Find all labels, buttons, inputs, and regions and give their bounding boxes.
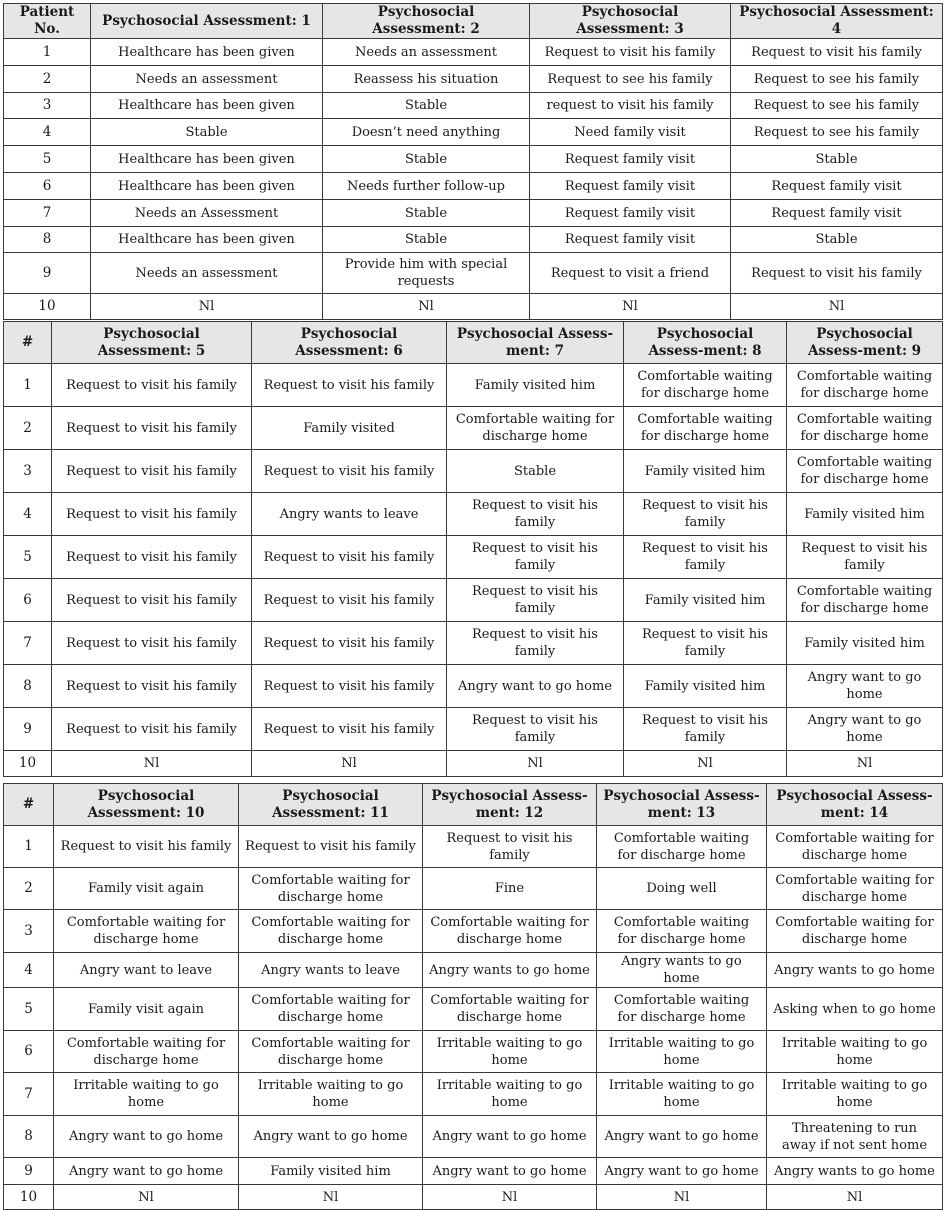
column-header: #	[4, 784, 54, 826]
assessment-cell: Stable	[323, 146, 530, 173]
table-row	[4, 146, 943, 173]
assessment-cell: Healthcare has been given	[91, 173, 323, 200]
assessment-cell: Stable	[323, 93, 530, 119]
assessment-cell: Request to visit his family	[239, 826, 423, 868]
row-number-cell: 6	[4, 173, 91, 200]
assessment-cell: Angry wants to leave	[252, 493, 447, 536]
assessment-cell: Irritable waiting to go home	[239, 1073, 423, 1116]
assessment-cell: Angry wants to go home	[597, 953, 767, 988]
assessment-cell: Comfortable waiting for discharge home	[767, 826, 943, 868]
assessment-cell: Request to visit his family	[252, 450, 447, 493]
column-header: Psychosocial Assess-ment: 8	[624, 322, 787, 364]
column-header: Psychosocial Assessment: 2	[323, 4, 530, 39]
table-row	[4, 910, 943, 953]
assessment-cell: Irritable waiting to go home	[767, 1031, 943, 1073]
table-row	[4, 868, 943, 910]
table-row	[4, 665, 943, 708]
assessment-cell: Request to visit his family	[624, 622, 787, 665]
assessment-cell: Request to visit his family	[447, 536, 624, 579]
assessment-cell: Angry want to go home	[787, 708, 943, 751]
assessment-cell: Family visit again	[54, 868, 239, 910]
assessment-cell: Family visited	[252, 407, 447, 450]
column-header: Psychosocial Assessment: 5	[52, 322, 252, 364]
assessment-cell: Request to visit a friend	[530, 253, 731, 294]
row-number-cell: 6	[4, 579, 52, 622]
table-row	[4, 200, 943, 227]
assessment-cell: Request family visit	[530, 173, 731, 200]
table-row	[4, 1073, 943, 1116]
assessment-cell: Family visit again	[54, 988, 239, 1031]
assessment-table-3	[3, 783, 943, 1210]
table-row	[4, 93, 943, 119]
assessment-cell: Angry wants to go home	[423, 953, 597, 988]
assessment-cell: Nl	[323, 294, 530, 320]
assessment-cell: Comfortable waiting for discharge home	[423, 988, 597, 1031]
assessment-cell: Irritable waiting to go home	[423, 1031, 597, 1073]
assessment-cell: Request to visit his family	[52, 665, 252, 708]
row-number-cell: 8	[4, 227, 91, 253]
assessment-cell: Nl	[423, 1185, 597, 1210]
column-header: Psychosocial Assess-ment: 9	[787, 322, 943, 364]
table-row	[4, 953, 943, 988]
assessment-cell: Request to visit his family	[52, 450, 252, 493]
row-number-cell: 7	[4, 1073, 54, 1116]
assessment-cell: Comfortable waiting for discharge home	[624, 407, 787, 450]
assessment-cell: Angry wants to leave	[239, 953, 423, 988]
assessment-cell: Provide him with special requests	[323, 253, 530, 294]
header-row	[4, 784, 943, 826]
assessment-cell: Angry want to go home	[423, 1116, 597, 1158]
row-number-cell: 5	[4, 988, 54, 1031]
assessment-cell: Nl	[787, 751, 943, 777]
table-row	[4, 1185, 943, 1210]
assessment-cell: Request to visit his family	[252, 622, 447, 665]
assessment-cell: Family visited him	[447, 364, 624, 407]
assessment-cell: Request family visit	[530, 227, 731, 253]
assessment-cell: Nl	[52, 751, 252, 777]
assessment-cell: Stable	[323, 200, 530, 227]
assessment-cell: Comfortable waiting for discharge home	[54, 1031, 239, 1073]
assessment-cell: Request to visit his family	[447, 708, 624, 751]
table-row	[4, 579, 943, 622]
row-number-cell: 1	[4, 826, 54, 868]
assessment-cell: Angry wants to go home	[767, 953, 943, 988]
assessment-cell: Nl	[731, 294, 943, 320]
table-row	[4, 751, 943, 777]
assessment-cell: Request to visit his family	[52, 364, 252, 407]
assessment-cell: Request to visit his family	[447, 622, 624, 665]
assessment-cell: Comfortable waiting for discharge home	[787, 407, 943, 450]
header-row	[4, 322, 943, 364]
row-number-cell: 3	[4, 450, 52, 493]
table-row	[4, 622, 943, 665]
row-number-cell: 7	[4, 200, 91, 227]
assessment-cell: Nl	[447, 751, 624, 777]
assessment-cell: Healthcare has been given	[91, 39, 323, 66]
assessment-cell: Nl	[767, 1185, 943, 1210]
assessment-cell: Healthcare has been given	[91, 146, 323, 173]
assessment-cell: Threatening to run away if not sent home	[767, 1116, 943, 1158]
assessment-cell: Asking when to go home	[767, 988, 943, 1031]
assessment-cell: Reassess his situation	[323, 66, 530, 93]
assessment-cell: Needs an Assessment	[91, 200, 323, 227]
assessment-cell: Nl	[597, 1185, 767, 1210]
assessment-cell: Stable	[447, 450, 624, 493]
row-number-cell: 4	[4, 953, 54, 988]
assessment-cell: Request to visit his family	[252, 364, 447, 407]
assessment-cell: Request to visit his family	[52, 579, 252, 622]
assessment-cell: Request family visit	[530, 200, 731, 227]
assessment-cell: Family visited him	[787, 622, 943, 665]
assessment-cell: Request to visit his family	[447, 493, 624, 536]
assessment-cell: Needs further follow-up	[323, 173, 530, 200]
assessment-cell: Comfortable waiting for discharge home	[447, 407, 624, 450]
assessment-cell: Irritable waiting to go home	[54, 1073, 239, 1116]
assessment-cell: Request to visit his family	[52, 407, 252, 450]
row-number-cell: 10	[4, 294, 91, 320]
assessment-cell: Needs an assessment	[91, 253, 323, 294]
assessment-cell: Request to see his family	[731, 66, 943, 93]
column-header: Psychosocial Assessment: 1	[91, 4, 323, 39]
table-row	[4, 364, 943, 407]
table-row	[4, 294, 943, 320]
assessment-cell: Request to visit his family	[624, 536, 787, 579]
assessment-cell: Request to visit his family	[624, 493, 787, 536]
assessment-cell: Irritable waiting to go home	[597, 1073, 767, 1116]
assessment-table-2	[3, 321, 943, 777]
assessment-cell: Comfortable waiting for discharge home	[787, 579, 943, 622]
table-row	[4, 39, 943, 66]
assessment-cell: Angry want to go home	[54, 1158, 239, 1185]
assessment-cell: Fine	[423, 868, 597, 910]
assessment-cell: Request to visit his family	[252, 536, 447, 579]
assessment-cell: Comfortable waiting for discharge home	[767, 910, 943, 953]
assessment-cell: Family visited him	[624, 579, 787, 622]
column-header: Psychosocial Assess-ment: 12	[423, 784, 597, 826]
assessment-cell: Nl	[54, 1185, 239, 1210]
assessment-cell: Request to visit his family	[731, 253, 943, 294]
row-number-cell: 10	[4, 1185, 54, 1210]
assessment-cell: Nl	[239, 1185, 423, 1210]
row-number-cell: 1	[4, 364, 52, 407]
assessment-cell: Angry want to go home	[597, 1116, 767, 1158]
table-row	[4, 450, 943, 493]
assessment-cell: Nl	[530, 294, 731, 320]
assessment-cell: Nl	[624, 751, 787, 777]
assessment-cell: Comfortable waiting for discharge home	[767, 868, 943, 910]
assessment-cell: Need family visit	[530, 119, 731, 146]
row-number-cell: 7	[4, 622, 52, 665]
table-row	[4, 708, 943, 751]
assessment-cell: Comfortable waiting for discharge home	[239, 910, 423, 953]
table-row	[4, 1116, 943, 1158]
column-header: Psychosocial Assessment: 3	[530, 4, 731, 39]
assessment-cell: Healthcare has been given	[91, 93, 323, 119]
assessment-cell: Comfortable waiting for discharge home	[597, 910, 767, 953]
assessment-cell: request to visit his family	[530, 93, 731, 119]
assessment-cell: Stable	[731, 227, 943, 253]
assessment-cell: Comfortable waiting for discharge home	[239, 1031, 423, 1073]
row-number-cell: 8	[4, 665, 52, 708]
row-number-cell: 1	[4, 39, 91, 66]
assessment-cell: Request to visit his family	[447, 579, 624, 622]
assessment-cell: Comfortable waiting for discharge home	[787, 364, 943, 407]
table-row	[4, 407, 943, 450]
assessment-cell: Family visited him	[624, 450, 787, 493]
assessment-cell: Request to see his family	[530, 66, 731, 93]
table-row	[4, 119, 943, 146]
assessment-cell: Request to visit his family	[52, 708, 252, 751]
table-row	[4, 988, 943, 1031]
assessment-cell: Angry want to leave	[54, 953, 239, 988]
assessment-cell: Request to visit his family	[530, 39, 731, 66]
assessment-cell: Angry want to go home	[447, 665, 624, 708]
assessment-cell: Comfortable waiting for discharge home	[787, 450, 943, 493]
row-number-cell: 4	[4, 493, 52, 536]
assessment-cell: Request to see his family	[731, 119, 943, 146]
assessment-cell: Angry want to go home	[239, 1116, 423, 1158]
row-number-cell: 3	[4, 910, 54, 953]
assessment-cell: Comfortable waiting for discharge home	[423, 910, 597, 953]
assessment-cell: Request family visit	[731, 200, 943, 227]
row-number-cell: 5	[4, 146, 91, 173]
row-number-cell: 5	[4, 536, 52, 579]
assessment-cell: Request to visit his family	[52, 493, 252, 536]
table-row	[4, 253, 943, 294]
assessment-cell: Angry want to go home	[54, 1116, 239, 1158]
assessment-cell: Request to visit his family	[52, 536, 252, 579]
table-row	[4, 227, 943, 253]
assessment-cell: Doing well	[597, 868, 767, 910]
assessment-cell: Request to visit his family	[252, 708, 447, 751]
column-header: Psychosocial Assess-ment: 7	[447, 322, 624, 364]
assessment-cell: Comfortable waiting for discharge home	[239, 868, 423, 910]
row-number-cell: 4	[4, 119, 91, 146]
header-row	[4, 4, 943, 39]
assessment-cell: Comfortable waiting for discharge home	[597, 988, 767, 1031]
assessment-cell: Stable	[91, 119, 323, 146]
assessment-cell: Irritable waiting to go home	[597, 1031, 767, 1073]
assessment-cell: Request to visit his family	[252, 579, 447, 622]
assessment-cell: Request to visit his family	[54, 826, 239, 868]
assessment-cell: Healthcare has been given	[91, 227, 323, 253]
assessment-cell: Request family visit	[731, 173, 943, 200]
assessment-cell: Stable	[323, 227, 530, 253]
table-row	[4, 536, 943, 579]
assessment-cell: Comfortable waiting for discharge home	[624, 364, 787, 407]
assessment-cell: Request to visit his family	[787, 536, 943, 579]
table-row	[4, 66, 943, 93]
row-number-cell: 10	[4, 751, 52, 777]
assessment-cell: Comfortable waiting for discharge home	[239, 988, 423, 1031]
assessment-cell: Stable	[731, 146, 943, 173]
assessment-cell: Angry want to go home	[787, 665, 943, 708]
row-number-cell: 6	[4, 1031, 54, 1073]
column-header: Psychosocial Assessment: 11	[239, 784, 423, 826]
row-number-cell: 2	[4, 868, 54, 910]
row-number-cell: 2	[4, 407, 52, 450]
assessment-cell: Doesn’t need anything	[323, 119, 530, 146]
assessment-cell: Needs an assessment	[91, 66, 323, 93]
table-row	[4, 493, 943, 536]
table-row	[4, 1158, 943, 1185]
row-number-cell: 9	[4, 708, 52, 751]
column-header: Psychosocial Assessment: 6	[252, 322, 447, 364]
column-header: Psychosocial Assessment: 4	[731, 4, 943, 39]
column-header: Psychosocial Assess-ment: 14	[767, 784, 943, 826]
assessment-cell: Request to visit his family	[731, 39, 943, 66]
assessment-cell: Angry want to go home	[597, 1158, 767, 1185]
assessment-cell: Nl	[252, 751, 447, 777]
row-number-cell: 2	[4, 66, 91, 93]
assessment-cell: Family visited him	[624, 665, 787, 708]
table-row	[4, 173, 943, 200]
assessment-cell: Irritable waiting to go home	[423, 1073, 597, 1116]
assessment-cell: Angry wants to go home	[767, 1158, 943, 1185]
assessment-cell: Request to visit his family	[624, 708, 787, 751]
assessment-cell: Request to visit his family	[423, 826, 597, 868]
row-number-cell: 3	[4, 93, 91, 119]
assessment-cell: Angry want to go home	[423, 1158, 597, 1185]
assessment-cell: Nl	[91, 294, 323, 320]
assessment-table-1	[3, 3, 943, 320]
assessment-cell: Request to visit his family	[252, 665, 447, 708]
row-number-cell: 8	[4, 1116, 54, 1158]
assessment-cell: Family visited him	[239, 1158, 423, 1185]
assessment-cell: Request to visit his family	[52, 622, 252, 665]
table-row	[4, 1031, 943, 1073]
assessment-cell: Irritable waiting to go home	[767, 1073, 943, 1116]
row-number-cell: 9	[4, 253, 91, 294]
assessment-cell: Comfortable waiting for discharge home	[54, 910, 239, 953]
column-header: #	[4, 322, 52, 364]
column-header: Psychosocial Assess-ment: 13	[597, 784, 767, 826]
assessment-cell: Comfortable waiting for discharge home	[597, 826, 767, 868]
assessment-cell: Request family visit	[530, 146, 731, 173]
table-row	[4, 826, 943, 868]
assessment-cell: Request to see his family	[731, 93, 943, 119]
row-number-cell: 9	[4, 1158, 54, 1185]
assessment-cell: Needs an assessment	[323, 39, 530, 66]
assessment-cell: Family visited him	[787, 493, 943, 536]
column-header: Psychosocial Assessment: 10	[54, 784, 239, 826]
column-header: Patient No.	[4, 4, 91, 39]
